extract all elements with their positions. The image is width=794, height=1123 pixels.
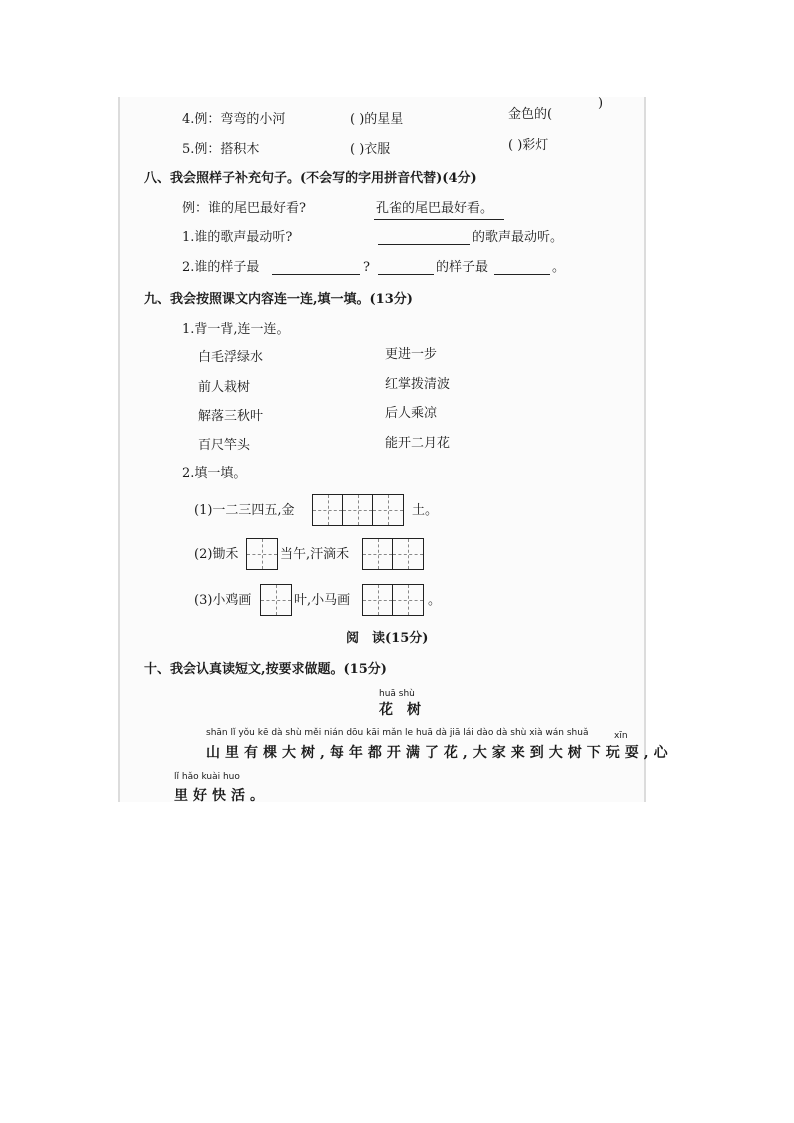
q8-heading: 八、我会照样子补充句子。(不会写的字用拼音代替)(4分)	[144, 171, 477, 186]
q8-item2-blank-1[interactable]	[272, 274, 360, 275]
q9-sub2: 2.填一填。	[182, 466, 247, 481]
q9-left-item-4[interactable]: 百尺竿头	[198, 438, 251, 453]
q9-fill1-text-b: 土。	[412, 503, 439, 518]
story-line1-pinyin-end: xīn	[614, 731, 628, 741]
q7-row4-third[interactable]: 金色的(	[508, 107, 553, 122]
q9-fill2-grid-1[interactable]	[246, 538, 278, 570]
q9-sub1: 1.背一背,连一连。	[182, 322, 290, 337]
q9-left-item-2[interactable]: 前人栽树	[198, 380, 251, 395]
q9-right-item-4[interactable]: 能开二月花	[385, 436, 451, 451]
q9-right-item-2[interactable]: 红掌拨清波	[385, 377, 451, 392]
q8-example-answer: 孔雀的尾巴最好看。	[376, 201, 494, 216]
q9-fill3-text-c: 。	[428, 593, 442, 608]
q10-heading: 十、我会认真读短文,按要求做题。(15分)	[144, 662, 387, 677]
q9-fill3-grid-2[interactable]	[362, 584, 424, 616]
q8-item1-blank[interactable]	[378, 244, 470, 245]
q8-item2-blank-3[interactable]	[494, 274, 550, 275]
q9-right-item-3[interactable]: 后人乘凉	[385, 406, 438, 421]
reading-section-title: 阅 读(15分)	[346, 631, 429, 646]
q8-item2-text-a: 2.谁的样子最	[182, 260, 260, 275]
q9-left-item-3[interactable]: 解落三秋叶	[198, 409, 264, 424]
q9-fill3-text-b: 叶,小马画	[294, 593, 351, 608]
q8-item2-text-b: ?	[363, 260, 370, 275]
q9-fill3-grid-1[interactable]	[260, 584, 292, 616]
story-title: 花 树	[379, 702, 421, 718]
q9-heading: 九、我会按照课文内容连一连,填一填。(13分)	[144, 292, 413, 307]
q9-fill2-text-a: (2)锄禾	[194, 547, 239, 562]
story-line2-pinyin: lǐ hǎo kuài huo	[174, 772, 240, 782]
story-line1-pinyin: shān lǐ yǒu kē dà shù měi nián dōu kāi mǎn le huā dà jiā lái dào dà shù xià wán shuǎ	[206, 728, 589, 738]
q9-fill2-grid-2[interactable]	[362, 538, 424, 570]
q7-row4-example: 4.例：弯弯的小河	[182, 112, 286, 127]
q9-fill1-text-a: (1)一二三四五,金	[194, 503, 295, 518]
q7-row4-blank[interactable]: ( )的星星	[350, 112, 404, 127]
q8-item2-blank-2[interactable]	[378, 274, 434, 275]
q8-item2-text-c: 的样子最	[436, 260, 489, 275]
q9-fill1-grid[interactable]	[312, 494, 404, 526]
story-line1: 山里有棵大树,每年都开满了花,大家来到大树下玩耍,心	[206, 745, 673, 761]
q7-row5-third[interactable]: ( )彩灯	[508, 138, 549, 153]
q8-example-question: 例：谁的尾巴最好看?	[182, 201, 306, 216]
q8-item2-text-d: 。	[552, 260, 566, 275]
q9-left-item-1[interactable]: 白毛浮绿水	[198, 350, 264, 365]
q7-row5-example: 5.例：搭积木	[182, 142, 260, 157]
q8-example-underline	[374, 219, 504, 220]
q8-item1-answer: 的歌声最动听。	[472, 230, 564, 245]
q7-row5-blank[interactable]: ( )衣服	[350, 142, 391, 157]
story-title-pinyin: huā shù	[379, 689, 415, 699]
story-line2: 里好快活。	[174, 788, 269, 804]
q7-row4-close-paren: )	[598, 96, 604, 111]
q9-right-item-1[interactable]: 更进一步	[385, 347, 438, 362]
q8-item1-question: 1.谁的歌声最动听?	[182, 230, 293, 245]
q9-fill2-text-b: 当午,汗滴禾	[280, 547, 350, 562]
worksheet-page	[118, 96, 673, 804]
q9-fill3-text-a: (3)小鸡画	[194, 593, 252, 608]
